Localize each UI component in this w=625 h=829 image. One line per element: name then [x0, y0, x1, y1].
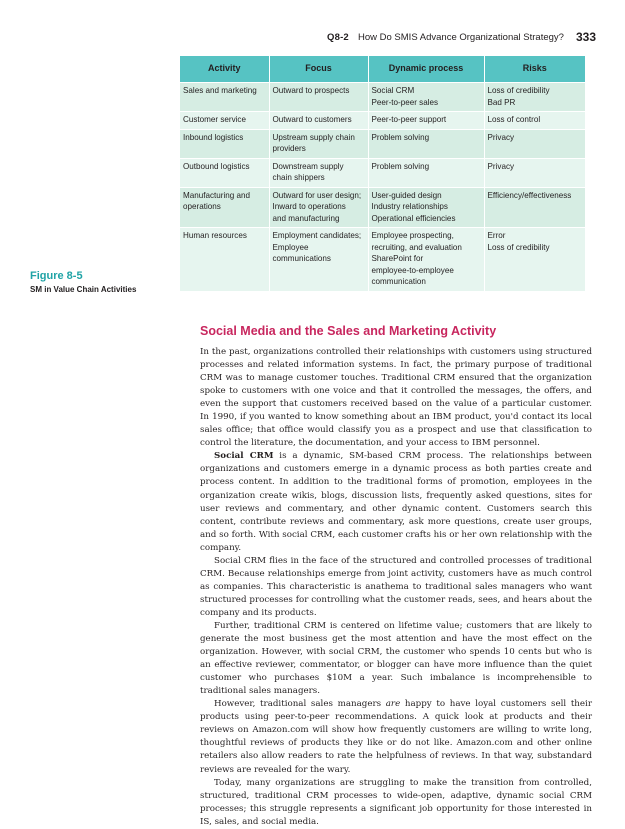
focus-cell [269, 187, 368, 228]
cell-line: Inward to operations [272, 202, 346, 211]
focus-cell [269, 112, 368, 130]
cell-line: Employment candidates; [272, 231, 362, 240]
cell-line: Peer-to-peer support [371, 115, 447, 124]
section-heading: Social Media and the Sales and Marketing Activity [200, 324, 497, 338]
risks-cell [484, 83, 585, 112]
process-cell [368, 83, 484, 112]
cell-line: Privacy [487, 132, 515, 142]
risks-cell [484, 158, 585, 187]
cell-line: Bad PR [487, 97, 516, 107]
cell-line: chain shippers [272, 173, 325, 182]
activity-cell [180, 158, 269, 187]
key-term: Social CRM [214, 451, 274, 462]
activity-cell [180, 187, 269, 228]
activity-cell [180, 129, 269, 158]
cell-line: Social CRM [371, 86, 415, 95]
column-header: Risks [484, 56, 585, 83]
table-row [180, 187, 585, 228]
cell-line: employee-to-employee [371, 265, 454, 275]
cell-line: Upstream supply chain [272, 132, 355, 142]
section-tag: Q8-2 [327, 32, 349, 43]
cell-line: Efficiency/effectiveness [487, 190, 572, 200]
table-row [180, 83, 585, 112]
cell-line: communications [272, 254, 331, 263]
paragraph: Social CRM flies in the face of the structured and controlled processes of traditional CRM. Because relationships emerge from joint activity, customers have as much control as companies. This characteristic is anathema to traditional sales managers who want structured processes for controlling what the customer reads, sees, and hears about the company and its products. [200, 555, 592, 618]
paragraph: In the past, organizations controlled their relationships with customers using structured processes and related information systems. In fact, the primary purpose of traditional CRM was to manage customer touches. Traditional CRM ensured that the organization spoke to customers with one voice and that it controlled the messages, the offers, and even the support that customers received based on the value of a particular customer. In 1990, if you wanted to know something about an IBM product, you'd contact its local sales office; that office would classify you as a prospect and use that classification to control the literature, the documentation, and your access to IBM personnel. [200, 347, 592, 449]
cell-line: Human resources [183, 231, 247, 240]
table-row [180, 129, 585, 158]
value-chain-table [180, 56, 585, 291]
column-header: Dynamic process [368, 56, 484, 83]
cell-line: Problem solving [371, 132, 430, 142]
process-cell [368, 158, 484, 187]
risks-cell [484, 187, 585, 228]
process-cell [368, 112, 484, 130]
cell-line: Loss of credibility [487, 86, 550, 95]
table-row [180, 228, 585, 291]
cell-line: Outbound logistics [183, 161, 250, 171]
table-row [180, 112, 585, 130]
risks-cell [484, 112, 585, 130]
activity-cell [180, 112, 269, 130]
cell-line: recruiting, and evaluation [371, 242, 462, 252]
cell-line: Industry relationships [371, 202, 448, 211]
focus-cell [269, 228, 368, 291]
activity-cell [180, 228, 269, 291]
cell-line: User-guided design [371, 190, 442, 200]
figure-number: Figure 8-5 [30, 270, 83, 282]
figure-caption: SM in Value Chain Activities [30, 285, 137, 294]
activity-cell [180, 83, 269, 112]
cell-line: and manufacturing [272, 213, 340, 223]
running-header [200, 30, 596, 46]
risks-cell [484, 129, 585, 158]
cell-line: Privacy [487, 161, 515, 171]
figure-table-container [180, 56, 585, 289]
cell-line: Customer service [183, 115, 246, 124]
cell-line: providers [272, 144, 306, 153]
paragraph: Further, traditional CRM is centered on lifetime value; customers that are likely to generate the most business get the most attention and have the most effect on the organization. However, with social CRM, the customer who spends 10 cents but who is an effective reviewer, commentator, or blogger can have more influence than the quiet customer who purchases $10M a year. Such imbalance is incomprehensible to traditional sales managers. [200, 620, 592, 697]
focus-cell [269, 158, 368, 187]
cell-line: Outward to prospects [272, 86, 350, 95]
cell-line: communication [371, 277, 426, 286]
body-text [200, 346, 592, 829]
paragraph: However, traditional sales managers are happy to have loyal customers sell their products using peer-to-peer recommendations. A quick look at products and their reviews on Amazon.com will show how frequently customers are willing to write long, thoughtful reviews of products they like or do not like. Amazon.com and other online retailers also allow readers to rate the helpfulness of reviews. In that way, substandard reviews are revealed for the wary. [200, 699, 592, 775]
cell-line: SharePoint for [371, 254, 424, 263]
cell-line: Employee [272, 242, 309, 252]
focus-cell [269, 83, 368, 112]
process-cell [368, 187, 484, 228]
cell-line: Error [487, 231, 506, 240]
cell-line: Manufacturing and [183, 190, 251, 200]
emphasis: are [385, 699, 401, 710]
cell-line: Employee prospecting, [371, 231, 454, 240]
cell-line: Loss of control [487, 115, 541, 124]
process-cell [368, 228, 484, 291]
focus-cell [269, 129, 368, 158]
cell-line: Peer-to-peer sales [371, 97, 439, 107]
table-header-row [180, 56, 585, 83]
cell-line: Outward to customers [272, 115, 352, 124]
cell-line: Inbound logistics [183, 132, 244, 142]
cell-line: Downstream supply [272, 161, 344, 171]
page-number: 333 [575, 30, 596, 44]
column-header: Activity [180, 56, 269, 83]
header-title: How Do SMIS Advance Organizational Strategy? [358, 32, 564, 43]
cell-line: operations [183, 202, 221, 211]
risks-cell [484, 228, 585, 291]
cell-line: Outward for user design; [272, 190, 362, 200]
figure-label [30, 270, 180, 294]
cell-line: Sales and marketing [183, 86, 257, 95]
table-row [180, 158, 585, 187]
cell-line: Loss of credibility [487, 242, 550, 252]
paragraph: Social CRM is a dynamic, SM-based CRM process. The relationships between organizations and customers emerge in a dynamic process as both parties create and process content. In addition to the traditional forms of promotion, employees in the organization create wikis, blogs, discussion lists, frequently asked questions, sites for user reviews and commentary, and other dynamic content. Customers search this content, contribute reviews and commentary, ask more questions, create user groups, and so forth. With social CRM, each customer crafts his or her own relationship with the company. [200, 451, 592, 553]
paragraph: Today, many organizations are struggling to make the transition from controlled, structured, traditional CRM processes to wide-open, adaptive, dynamic social CRM processes; this struggle represents a significant job opportunity for those interested in IS, sales, and social media. [200, 777, 592, 827]
column-header: Focus [269, 56, 368, 83]
cell-line: Problem solving [371, 161, 430, 171]
process-cell [368, 129, 484, 158]
cell-line: Operational efficiencies [371, 213, 456, 223]
